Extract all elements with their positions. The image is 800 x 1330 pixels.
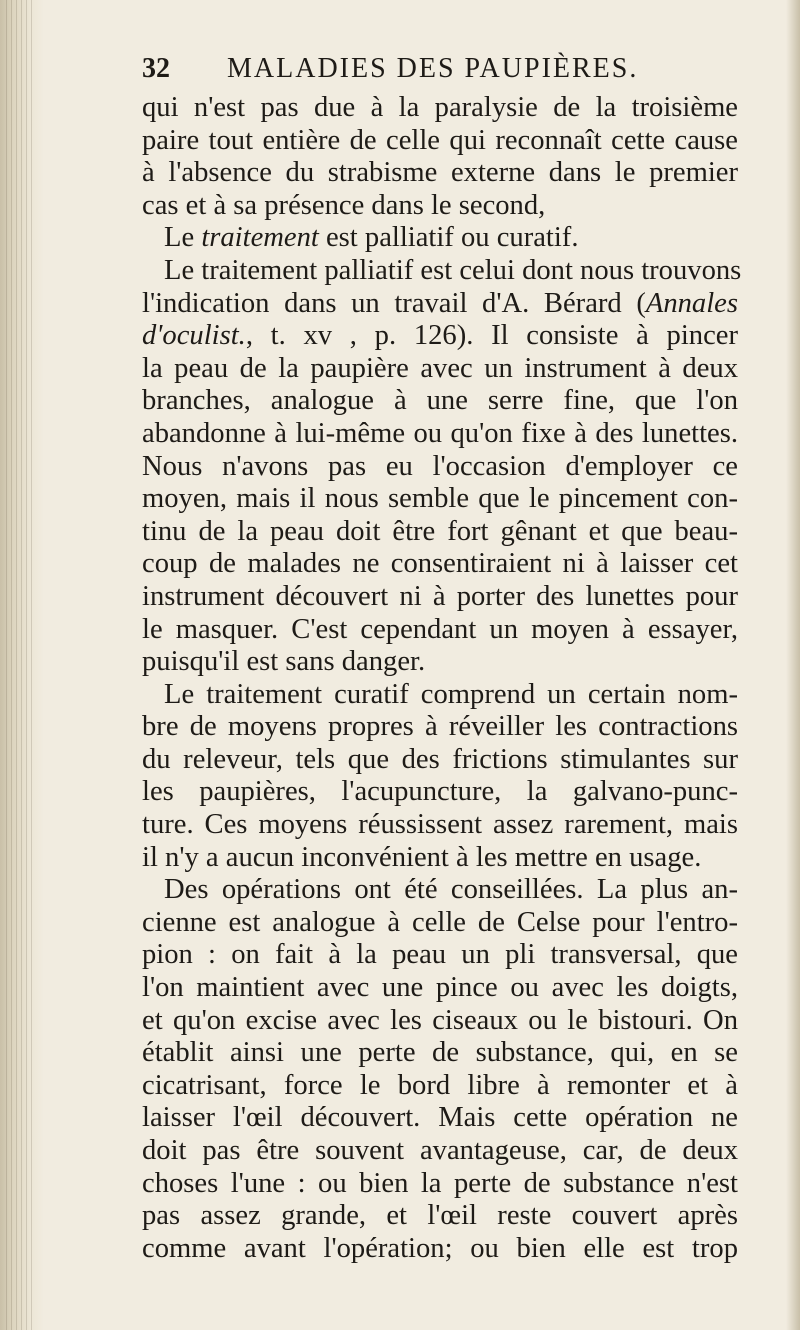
book-page xyxy=(142,52,742,1265)
text-line: l'indication dans un travail d'A. Bérard (Annales xyxy=(142,287,738,319)
text-line: du releveur, tels que des frictions stimulantes sur xyxy=(142,743,738,775)
running-title: MALADIES DES PAUPIÈRES. xyxy=(227,53,639,84)
text-line: Le traitement curatif comprend un certain nom- xyxy=(164,678,738,710)
page-number: 32 xyxy=(142,53,170,84)
text-line: moyen, mais il nous semble que le pincement con- xyxy=(142,483,738,515)
text-line: à l'absence du strabisme externe dans le premier xyxy=(142,157,738,189)
text-line: Nous n'avons pas eu l'occasion d'employer ce xyxy=(142,450,738,482)
italic-emphasis: traitement xyxy=(201,222,319,254)
text-line: tinu de la peau doit être fort gênant et que beau- xyxy=(142,515,738,547)
text-line: Le traitement est palliatif ou curatif. xyxy=(164,222,579,254)
text-line: Le traitement palliatif est celui dont nous trouvons xyxy=(164,254,742,286)
text-line: doit pas être souvent avantageuse, car, de deux xyxy=(142,1135,738,1166)
text-line: les paupières, l'acupuncture, la galvano-punc- xyxy=(142,776,738,808)
text-line: ture. Ces moyens réussissent assez rarement, mais xyxy=(142,809,738,841)
text-line: cas et à sa présence dans le second, xyxy=(142,189,546,221)
text-line: et qu'on excise avec les ciseaux ou le bistouri. On xyxy=(142,1004,738,1036)
text-line: bre de moyens propres à réveiller les contractions xyxy=(142,711,738,743)
text-line: pas assez grande, et l'œil reste couvert après xyxy=(142,1200,738,1232)
binding-texture xyxy=(6,0,36,1330)
text-line: la peau de la paupière avec un instrument à deux xyxy=(142,352,738,384)
text-line: le masquer. C'est cependant un moyen à essayer, xyxy=(142,613,738,645)
text-line: cicatrisant, force le bord libre à remonter et à xyxy=(142,1069,738,1101)
text-line: branches, analogue à une serre fine, que l'on xyxy=(142,385,738,417)
running-header xyxy=(142,52,738,86)
text-line: puisqu'il est sans danger. xyxy=(142,646,426,678)
text-line: paire tout entière de celle qui reconnaît cette cause xyxy=(142,124,738,156)
text-line: instrument découvert ni à porter des lunettes pour xyxy=(142,580,738,612)
text-line: comme avant l'opération; ou bien elle est trop xyxy=(142,1232,738,1264)
text-line: abandonne à lui-même ou qu'on fixe à des lunettes. xyxy=(142,417,738,449)
text-line: qui n'est pas due à la paralysie de la troisième xyxy=(142,92,738,123)
text-line: choses l'une : ou bien la perte de substance n'est xyxy=(142,1167,738,1199)
italic-emphasis: d'oculist. xyxy=(142,320,246,352)
italic-emphasis: Annales xyxy=(645,287,738,319)
page-edge xyxy=(786,0,800,1330)
text-line: pion : on fait à la peau un pli transversal, que xyxy=(142,939,738,971)
text-line: il n'y a aucun inconvénient à les mettre en usage. xyxy=(142,841,702,873)
text-line: l'on maintient avec une pince ou avec les doigts, xyxy=(142,972,738,1004)
text-line: d'oculist., t. xv , p. 126). Il consiste à pincer xyxy=(142,320,738,352)
text-line: laisser l'œil découvert. Mais cette opération ne xyxy=(142,1102,738,1134)
text-line: Des opérations ont été conseillées. La plus an- xyxy=(164,874,738,906)
body-text xyxy=(142,92,742,1265)
text-line: cienne est analogue à celle de Celse pour l'entro- xyxy=(142,906,738,938)
text-line: coup de malades ne consentiraient ni à laisser cet xyxy=(142,548,738,580)
text-line: établit ainsi une perte de substance, qui, en se xyxy=(142,1037,738,1069)
